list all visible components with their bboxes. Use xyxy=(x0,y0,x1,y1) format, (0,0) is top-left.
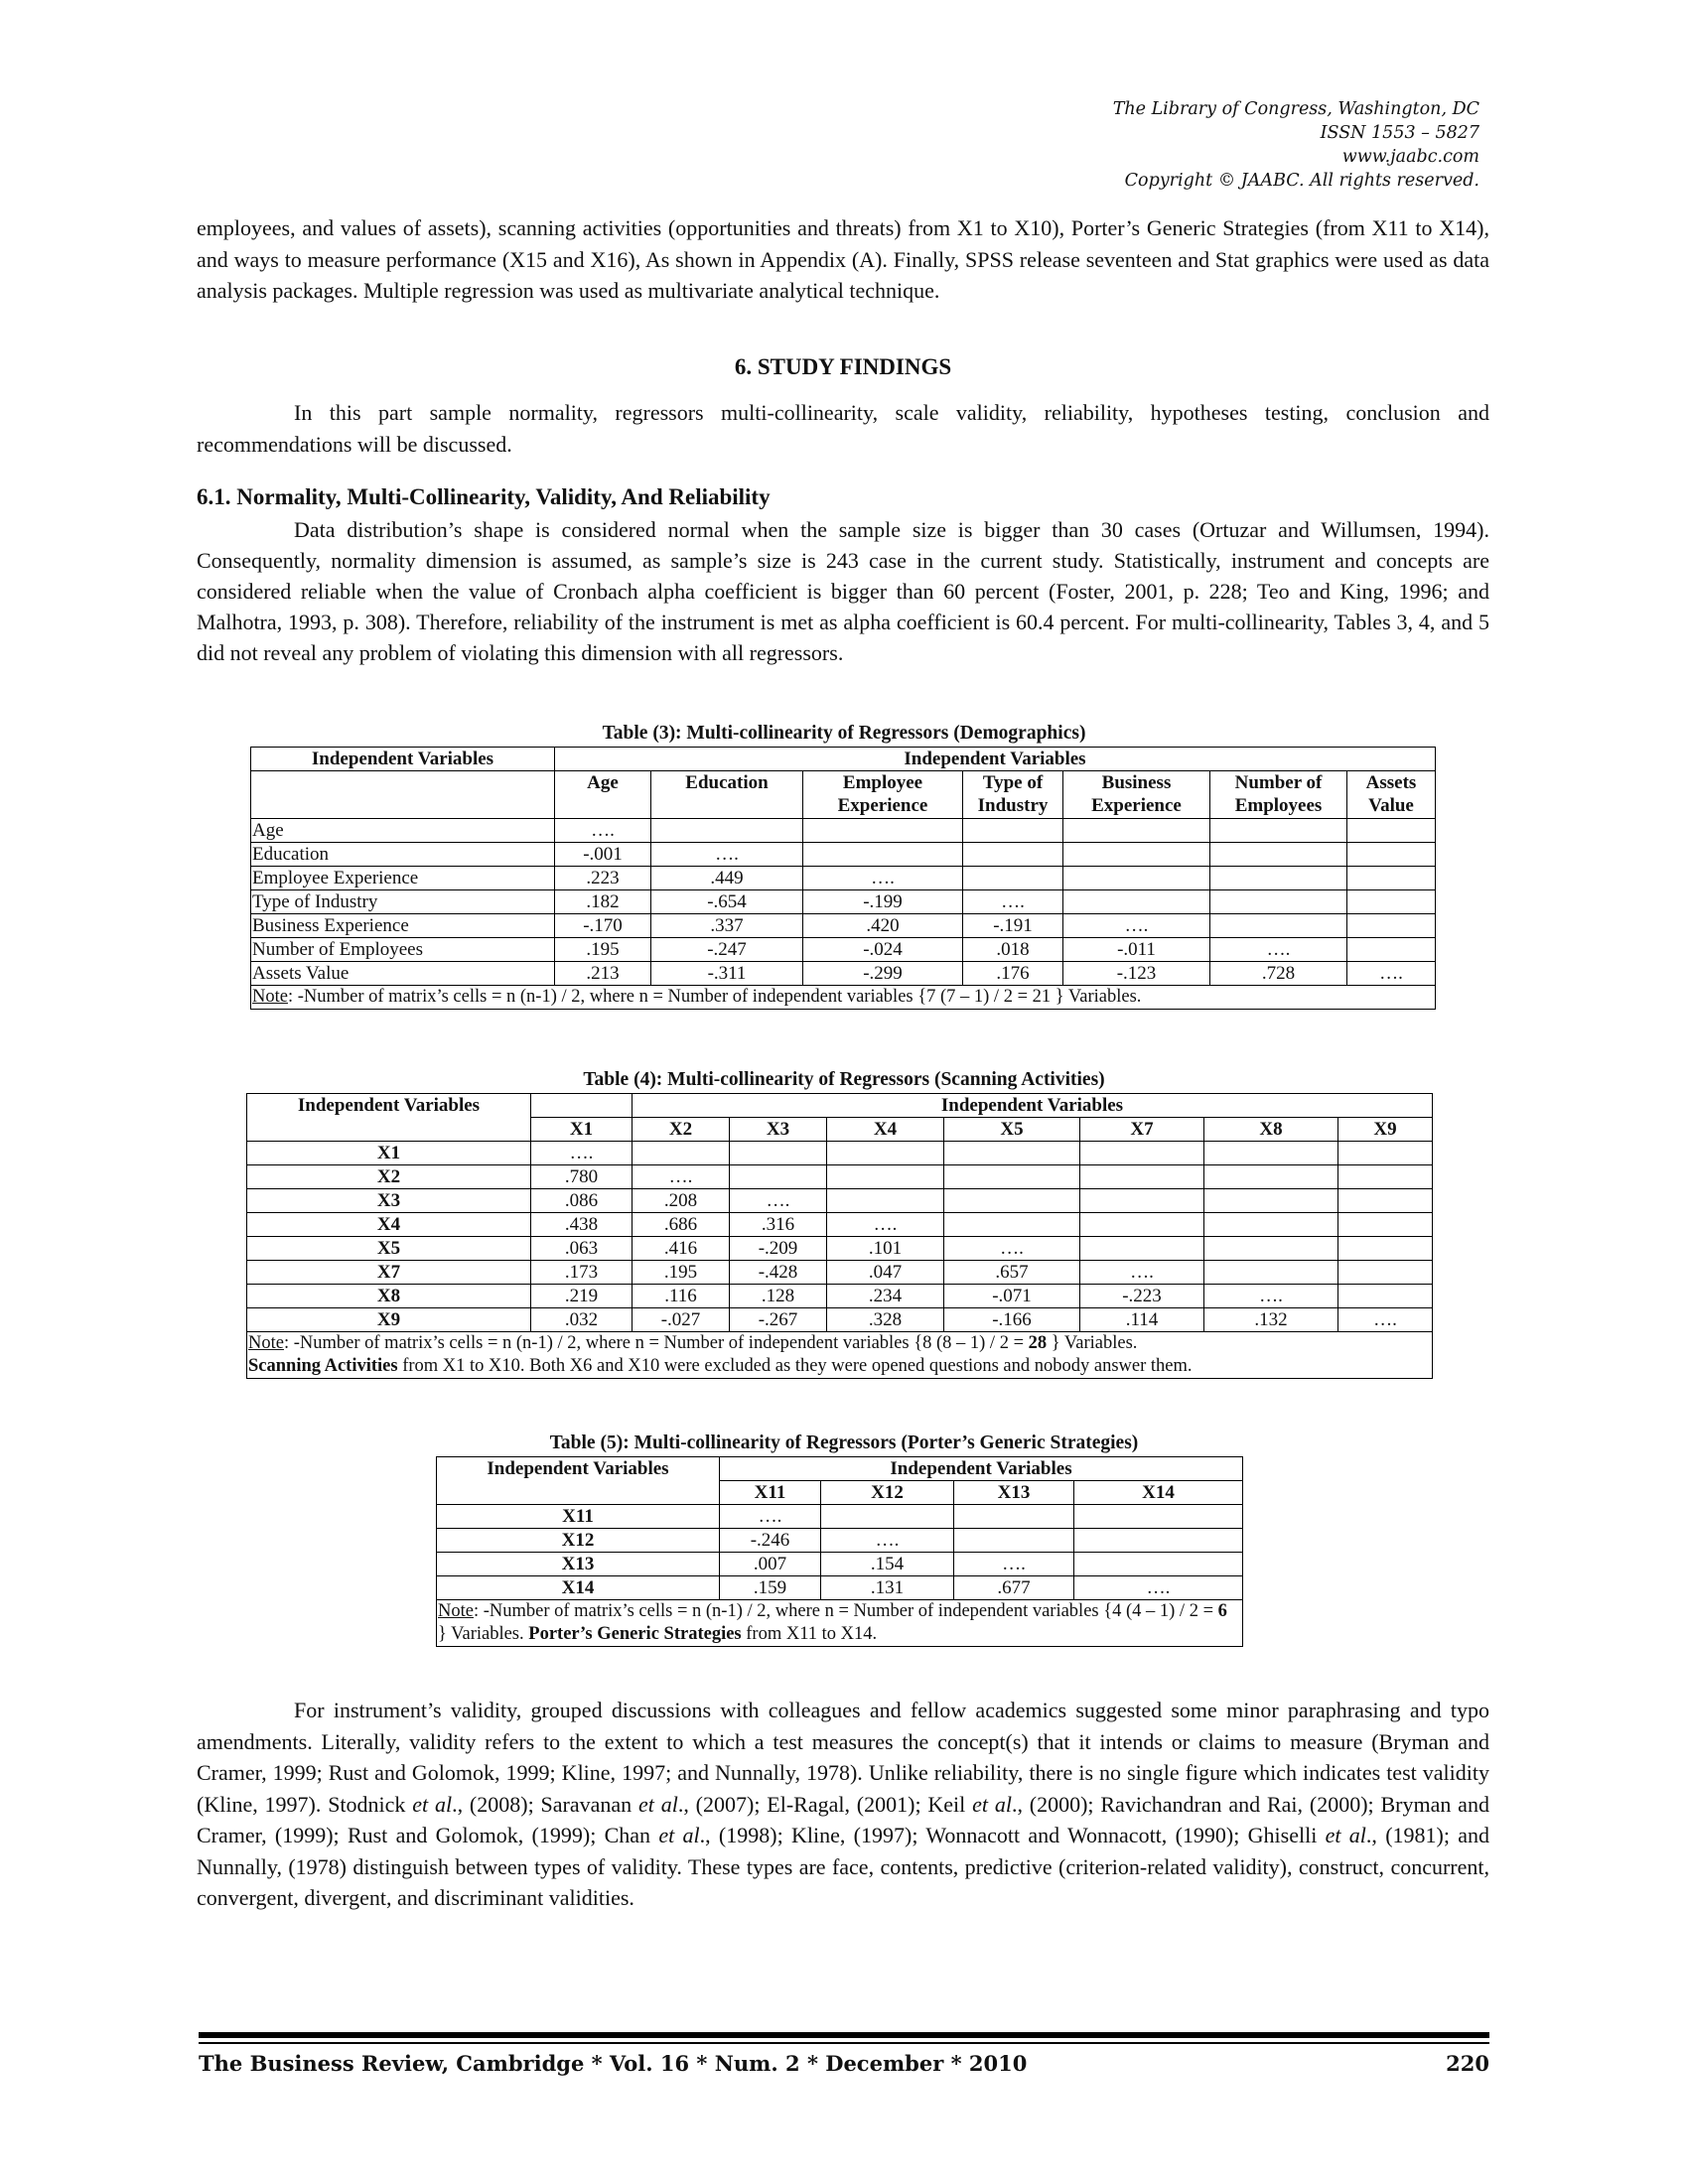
table5-cell: …. xyxy=(1074,1576,1243,1600)
table3-cell xyxy=(1210,890,1347,914)
table3-cell: -.299 xyxy=(803,962,963,986)
et-al-5: et al xyxy=(1325,1823,1366,1847)
column-header-line: Age xyxy=(587,772,619,793)
table5-caption: Table (5): Multi-collinearity of Regressors (Porter’s Generic Strategies) xyxy=(549,1433,1139,1453)
table4-column-header: X8 xyxy=(1204,1118,1338,1142)
table5-corner-header: Independent Variables xyxy=(437,1457,720,1505)
table3-cell xyxy=(1347,890,1436,914)
table5-cell xyxy=(1074,1529,1243,1553)
table4-cell xyxy=(1338,1142,1433,1165)
table4-cell: .780 xyxy=(531,1165,633,1189)
validity-text-4: ., (2000); Ravichandran and Rai, (2000); Bryman and Cramer, (1999); Rust and Golomok, (1999); Chan xyxy=(197,1791,1489,1847)
table3-cell: -.011 xyxy=(1063,938,1210,962)
table3-cell: .420 xyxy=(803,914,963,938)
et-al-4: et al xyxy=(658,1823,700,1847)
table5-cell xyxy=(954,1505,1074,1529)
column-header-line: Employees xyxy=(1234,795,1323,816)
table3-cell: -.654 xyxy=(651,890,803,914)
note-scope-label: Scanning Activities xyxy=(248,1356,398,1376)
table3-cell xyxy=(1210,843,1347,867)
table3-cell xyxy=(803,819,963,843)
note-label: Note xyxy=(248,1333,284,1353)
validity-text-6: ., (1981); and Nunnally, (1978) distinguish between types of validity. These types are face, contents, predictive (criterion-related validity), construct, concurrent, convergent, divergent, and discriminant validities. xyxy=(197,1823,1490,1910)
table4-cell: -.267 xyxy=(730,1308,827,1332)
note-scope-text: from X11 to X14. xyxy=(741,1624,878,1644)
table4-cell xyxy=(827,1142,944,1165)
column-header-line: Value xyxy=(1368,795,1414,816)
table3-cell: .018 xyxy=(963,938,1063,962)
footer xyxy=(199,2051,1489,2076)
table3-cell: …. xyxy=(803,867,963,890)
table4-caption: Table (4): Multi-collinearity of Regressors (Scanning Activities) xyxy=(583,1069,1105,1090)
table3-note-row xyxy=(251,986,1436,1010)
table4-cell: .316 xyxy=(730,1213,827,1237)
table4-cell xyxy=(1204,1237,1338,1261)
note-scope-text: from X1 to X10. Both X6 and X10 were excluded as they were opened questions and nobody answer them. xyxy=(397,1356,1193,1376)
table3-cell xyxy=(1347,867,1436,890)
table4-row-label: X2 xyxy=(247,1165,531,1189)
column-header-line: Assets xyxy=(1365,772,1417,793)
table4-cell xyxy=(1338,1237,1433,1261)
table3-row-label: Assets Value xyxy=(251,962,555,986)
table4-cell: -.071 xyxy=(944,1285,1080,1308)
table3-cell xyxy=(1063,819,1210,843)
table5-cell: .131 xyxy=(821,1576,954,1600)
table3-row-label: Education xyxy=(251,843,555,867)
table4-cell: .328 xyxy=(827,1308,944,1332)
table4-row xyxy=(247,1142,1433,1165)
table4-cell: .086 xyxy=(531,1189,633,1213)
header-line-1: The Library of Congress, Washington, DC xyxy=(1112,99,1479,119)
table5-cell: …. xyxy=(821,1529,954,1553)
table4-cell: …. xyxy=(827,1213,944,1237)
table4-row-label: X3 xyxy=(247,1189,531,1213)
table3-cell: .337 xyxy=(651,914,803,938)
table5-cell: .159 xyxy=(720,1576,821,1600)
table3-cell xyxy=(651,819,803,843)
table5-column-header: X12 xyxy=(821,1481,954,1505)
table4-cell xyxy=(1204,1261,1338,1285)
table3-column-header xyxy=(651,771,803,819)
table3-cell xyxy=(803,843,963,867)
table4-cell: .173 xyxy=(531,1261,633,1285)
column-header-line: Education xyxy=(685,772,769,793)
table3-row xyxy=(251,962,1436,986)
column-header-line: Number of xyxy=(1234,772,1323,793)
note-text-a: : -Number of matrix’s cells = n (n-1) / 2, where n = Number of independent variables {8 (8 – 1) / 2 = xyxy=(283,1333,1029,1353)
table4-note xyxy=(247,1332,1433,1379)
table4-row-label: X7 xyxy=(247,1261,531,1285)
note-count: 6 xyxy=(1217,1601,1227,1621)
table4-cell: -.428 xyxy=(730,1261,827,1285)
table5 xyxy=(436,1456,1243,1647)
note-text-b: } Variables. xyxy=(1047,1333,1138,1353)
section-paragraph: In this part sample normality, regressors multi-collinearity, scale validity, reliability, hypotheses testing, conclusion and recommendations will be discussed. xyxy=(197,400,1489,457)
table3-cell: …. xyxy=(555,819,651,843)
table3-cell: -.123 xyxy=(1063,962,1210,986)
table4-row xyxy=(247,1213,1433,1237)
validity-text-3: ., (2007); El-Ragal, (2001); Keil xyxy=(677,1791,973,1817)
table5-row xyxy=(437,1505,1243,1529)
table3-cell xyxy=(1210,867,1347,890)
table4-row xyxy=(247,1165,1433,1189)
table3-row xyxy=(251,819,1436,843)
note-text-b: } Variables. xyxy=(438,1624,529,1644)
table4-cell: .416 xyxy=(633,1237,730,1261)
header-line-3: www.jaabc.com xyxy=(1341,147,1479,167)
table3-body xyxy=(251,748,1436,1010)
table5-group-header: Independent Variables xyxy=(720,1457,1243,1481)
table4-cell xyxy=(944,1213,1080,1237)
table4-header-row xyxy=(247,1094,1433,1118)
table4-cell xyxy=(1204,1189,1338,1213)
table4-cell: …. xyxy=(1204,1285,1338,1308)
validity-text-5: ., (1998); Kline, (1997); Wonnacott and Wonnacott, (1990); Ghiselli xyxy=(699,1823,1326,1847)
table5-cell xyxy=(1074,1505,1243,1529)
table4-cell xyxy=(944,1189,1080,1213)
table4-cell: -.209 xyxy=(730,1237,827,1261)
table3-cell: …. xyxy=(1063,914,1210,938)
table3-column-header xyxy=(1347,771,1436,819)
table4-cell: -.223 xyxy=(1080,1285,1204,1308)
table4-cell: .234 xyxy=(827,1285,944,1308)
table5-column-header: X11 xyxy=(720,1481,821,1505)
table4-cell xyxy=(1338,1189,1433,1213)
table5-cell: .677 xyxy=(954,1576,1074,1600)
note-label: Note xyxy=(252,987,288,1007)
table3-cell xyxy=(963,843,1063,867)
table5-column-header: X14 xyxy=(1074,1481,1243,1505)
table4-row xyxy=(247,1189,1433,1213)
table4-cell xyxy=(1338,1261,1433,1285)
table4-cell xyxy=(730,1142,827,1165)
table4-cell: .128 xyxy=(730,1285,827,1308)
column-header-line: Type of xyxy=(982,772,1044,793)
table5-note-row xyxy=(437,1600,1243,1647)
table3-group-header: Independent Variables xyxy=(555,748,1436,771)
table3-cell xyxy=(1347,843,1436,867)
table3-column-header xyxy=(555,771,651,819)
table5-cell: …. xyxy=(720,1505,821,1529)
table3-cell: -.311 xyxy=(651,962,803,986)
et-al-3: et al xyxy=(972,1791,1012,1817)
table3-cell: -.024 xyxy=(803,938,963,962)
column-header-line: Employee xyxy=(842,772,923,793)
table3-row-label: Type of Industry xyxy=(251,890,555,914)
column-header-line: Experience xyxy=(1091,795,1182,816)
table4-cell: .116 xyxy=(633,1285,730,1308)
table4-note-line-1 xyxy=(248,1332,1429,1355)
table3-row xyxy=(251,938,1436,962)
table4-corner-header: Independent Variables xyxy=(247,1094,531,1142)
validity-paragraph xyxy=(197,1695,1489,1914)
table4-cell: .114 xyxy=(1080,1308,1204,1332)
table3-cell: …. xyxy=(1347,962,1436,986)
table3-row-label: Business Experience xyxy=(251,914,555,938)
subsection-heading: 6.1. Normality, Multi-Collinearity, Validity, And Reliability xyxy=(197,484,771,509)
table5-note xyxy=(437,1600,1243,1647)
table5-cell: -.246 xyxy=(720,1529,821,1553)
table3-cell xyxy=(1210,819,1347,843)
table4 xyxy=(246,1093,1433,1379)
table4-cell: .219 xyxy=(531,1285,633,1308)
table4-column-header: X5 xyxy=(944,1118,1080,1142)
note-label: Note xyxy=(438,1601,474,1621)
intro-paragraph: employees, and values of assets), scanning activities (opportunities and threats) from X1 to X10), Porter’s Generic Strategies (from X11 to X14), and ways to measure performance (X15 and X16), As shown in Appendix (A). Finally, SPSS release seventeen and Stat graphics were used as data analysis packages. Multiple regression was used as multivariate analytical technique. xyxy=(197,215,1489,303)
section-heading: 6. STUDY FINDINGS xyxy=(734,354,952,379)
table3-row-label: Age xyxy=(251,819,555,843)
table3-cell: .176 xyxy=(963,962,1063,986)
table4-cell xyxy=(1080,1237,1204,1261)
table4-column-header: X2 xyxy=(633,1118,730,1142)
table3-cell: .449 xyxy=(651,867,803,890)
table3-row-label: Number of Employees xyxy=(251,938,555,962)
table4-cell xyxy=(1338,1285,1433,1308)
table3-cell: .223 xyxy=(555,867,651,890)
table3-blank-header xyxy=(251,771,555,819)
table5-row-label: X13 xyxy=(437,1553,720,1576)
table4-cell: -.027 xyxy=(633,1308,730,1332)
table3-column-header xyxy=(803,771,963,819)
table4-column-header: X4 xyxy=(827,1118,944,1142)
table4-note-row xyxy=(247,1332,1433,1379)
table4-cell xyxy=(944,1142,1080,1165)
table4-column-header: X9 xyxy=(1338,1118,1433,1142)
table4-cell xyxy=(827,1189,944,1213)
table3-cell: …. xyxy=(963,890,1063,914)
table3-cell: -.001 xyxy=(555,843,651,867)
validity-text-2: ., (2008); Saravanan xyxy=(452,1791,638,1817)
table4-cell: …. xyxy=(633,1165,730,1189)
table5-cell: .007 xyxy=(720,1553,821,1576)
table3-cell: .213 xyxy=(555,962,651,986)
table5-column-header: X13 xyxy=(954,1481,1074,1505)
table3-column-header xyxy=(963,771,1063,819)
table4-row-label: X8 xyxy=(247,1285,531,1308)
table5-header-row xyxy=(437,1457,1243,1481)
footer-rule-thick xyxy=(199,2032,1489,2038)
header-line-2: ISSN 1553 – 5827 xyxy=(1320,123,1479,143)
table4-row xyxy=(247,1237,1433,1261)
table4-cell: …. xyxy=(730,1189,827,1213)
table4-cell xyxy=(1204,1142,1338,1165)
table4-row-label: X9 xyxy=(247,1308,531,1332)
subsection-paragraph: Data distribution’s shape is considered normal when the sample size is bigger than 30 cases (Ortuzar and Willumsen, 1994). Consequently, normality dimension is assumed, as sample’s size is 243 case in the current study. Statistically, instrument and concepts are considered reliable when the value of Cronbach alpha coefficient is bigger than 60 percent (Foster, 2001, p. 228; Teo and King, 1996; and Malhotra, 1993, p. 308). Therefore, reliability of the instrument is met as alpha coefficient is 60.4 percent. For multi-collinearity, Tables 3, 4, and 5 did not reveal any problem of violating this dimension with all regressors. xyxy=(197,517,1489,665)
table4-cell: …. xyxy=(1080,1261,1204,1285)
table4-cell xyxy=(730,1165,827,1189)
et-al-1: et al xyxy=(412,1791,453,1817)
table4-column-header: X7 xyxy=(1080,1118,1204,1142)
column-header-line: Experience xyxy=(837,795,928,816)
table3-cell xyxy=(1063,843,1210,867)
page-number: 220 xyxy=(1446,2051,1489,2076)
table4-group-header: Independent Variables xyxy=(633,1094,1433,1118)
table4-cell: .132 xyxy=(1204,1308,1338,1332)
table4-row xyxy=(247,1308,1433,1332)
table4-cell: …. xyxy=(1338,1308,1433,1332)
note-count: 28 xyxy=(1028,1333,1048,1353)
table4-body xyxy=(247,1094,1433,1379)
table3-cell xyxy=(1063,890,1210,914)
table4-cell xyxy=(1338,1213,1433,1237)
table4-cell xyxy=(1204,1165,1338,1189)
table3-cell xyxy=(1347,938,1436,962)
table4-cell xyxy=(944,1165,1080,1189)
table4-column-header: X1 xyxy=(531,1118,633,1142)
table4-row-label: X1 xyxy=(247,1142,531,1165)
table5-cell: .154 xyxy=(821,1553,954,1576)
table5-body xyxy=(437,1457,1243,1647)
table3-cell: -.247 xyxy=(651,938,803,962)
footer-journal: The Business Review, Cambridge * Vol. 16 * Num. 2 * December * 2010 xyxy=(199,2051,1028,2076)
table4-row xyxy=(247,1285,1433,1308)
table5-row xyxy=(437,1576,1243,1600)
table5-cell: …. xyxy=(954,1553,1074,1576)
table4-cell xyxy=(1080,1213,1204,1237)
table4-cell: .686 xyxy=(633,1213,730,1237)
table4-cell xyxy=(633,1142,730,1165)
table3-cell xyxy=(1210,914,1347,938)
table5-cell xyxy=(954,1529,1074,1553)
table3-cell xyxy=(1063,867,1210,890)
table5-row-label: X12 xyxy=(437,1529,720,1553)
table3-cell: -.170 xyxy=(555,914,651,938)
table3-cell: -.199 xyxy=(803,890,963,914)
table3-column-header xyxy=(1063,771,1210,819)
table3-caption: Table (3): Multi-collinearity of Regressors (Demographics) xyxy=(602,723,1086,744)
table3-row xyxy=(251,890,1436,914)
table3-cell xyxy=(1347,819,1436,843)
table4-cell xyxy=(1080,1142,1204,1165)
table3-cell: .195 xyxy=(555,938,651,962)
table3-row xyxy=(251,843,1436,867)
table4-cell: .195 xyxy=(633,1261,730,1285)
table5-row xyxy=(437,1529,1243,1553)
table3-cell: .728 xyxy=(1210,962,1347,986)
table3-column-header xyxy=(1210,771,1347,819)
table4-cell xyxy=(1338,1165,1433,1189)
table4-cell: -.166 xyxy=(944,1308,1080,1332)
column-header-line: Industry xyxy=(977,795,1049,816)
et-al-2: et al xyxy=(638,1791,678,1817)
table4-cell xyxy=(1204,1213,1338,1237)
table4-cell: .047 xyxy=(827,1261,944,1285)
table4-cell: …. xyxy=(944,1237,1080,1261)
note-text: : -Number of matrix’s cells = n (n-1) / 2, where n = Number of independent variables {7 (7 – 1) / 2 = 21 } Variables. xyxy=(287,987,1142,1007)
table4-cell: .208 xyxy=(633,1189,730,1213)
table4-cell: …. xyxy=(531,1142,633,1165)
note-scope-label: Porter’s Generic Strategies xyxy=(528,1624,742,1644)
table3-cell: …. xyxy=(1210,938,1347,962)
table3-row-label: Employee Experience xyxy=(251,867,555,890)
header-line-4: Copyright © JAABC. All rights reserved. xyxy=(1124,171,1479,191)
table3-cell: .182 xyxy=(555,890,651,914)
table3-corner-header: Independent Variables xyxy=(251,748,555,771)
note-text-a: : -Number of matrix’s cells = n (n-1) / 2, where n = Number of independent variables {4 (4 – 1) / 2 = xyxy=(473,1601,1218,1621)
table3-cell: -.191 xyxy=(963,914,1063,938)
table5-row-label: X11 xyxy=(437,1505,720,1529)
table3 xyxy=(250,747,1436,1010)
table4-column-header: X3 xyxy=(730,1118,827,1142)
table4-cell: .032 xyxy=(531,1308,633,1332)
footer-rule-thin xyxy=(199,2042,1489,2044)
validity-text-1: For instrument’s validity, grouped discussions with colleagues and fellow academics suggested some minor paraphrasing and typo amendments. Literally, validity refers to the extent to which a test measures the concept(s) that it intends or claims to measure (Bryman and Cramer, 1999; Rust and Golomok, 1999; Kline, 1997; and Nunnally, 1978). Unlike reliability, there is no single figure which indicates test validity (Kline, 1997). Stodnick xyxy=(197,1698,1489,1817)
table4-cell: .438 xyxy=(531,1213,633,1237)
table5-row-label: X14 xyxy=(437,1576,720,1600)
table4-blank-header xyxy=(531,1094,633,1118)
table5-row xyxy=(437,1553,1243,1576)
table3-cell xyxy=(963,819,1063,843)
table4-cell xyxy=(1080,1165,1204,1189)
table5-cell xyxy=(821,1505,954,1529)
table4-row-label: X4 xyxy=(247,1213,531,1237)
table3-row xyxy=(251,914,1436,938)
table4-cell xyxy=(827,1165,944,1189)
table4-cell xyxy=(1080,1189,1204,1213)
table3-header-row xyxy=(251,748,1436,771)
table4-cell: .657 xyxy=(944,1261,1080,1285)
journal-header xyxy=(1113,97,1479,193)
table3-note xyxy=(251,986,1436,1010)
column-header-line: Business xyxy=(1101,772,1172,793)
table4-cell: .101 xyxy=(827,1237,944,1261)
table3-row xyxy=(251,867,1436,890)
table3-cell xyxy=(963,867,1063,890)
table4-note-line-2 xyxy=(248,1355,1429,1378)
table3-cell xyxy=(1347,914,1436,938)
table3-cell: …. xyxy=(651,843,803,867)
table4-row xyxy=(247,1261,1433,1285)
table3-column-header-row xyxy=(251,771,1436,819)
table5-cell xyxy=(1074,1553,1243,1576)
table4-cell: .063 xyxy=(531,1237,633,1261)
table4-row-label: X5 xyxy=(247,1237,531,1261)
